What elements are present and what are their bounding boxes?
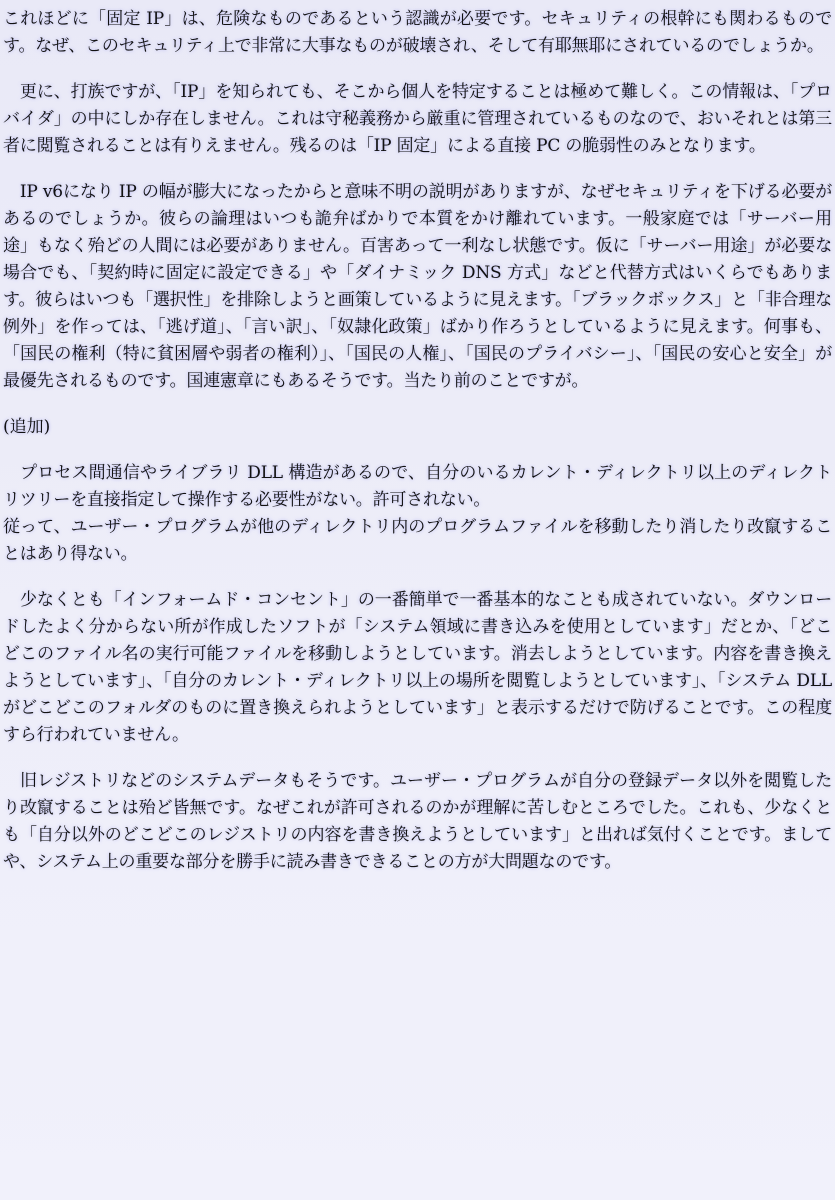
paragraph-ipv6-security: IP v6になり IP の幅が膨大になったからと意味不明の説明がありますが、なぜセキュリティを下げる必要があるのでしょうか。彼らの論理はいつも詭弁ばかりで本質をかけ離れています。一般家庭では「サーバー用途」もなく殆どの人間には必要がありません。百害あって一利なし状態です。仮に「サーバー用途」が必要な場合でも、「契約時に固定に設定できる」や「ダイナミック DNS 方式」などと代替方式はいくらでもあります。彼らはいつも「選択性」を排除しようと画策しているように見えます。「ブラックボックス」と「非合理な例外」を作っては、「逃げ道」、「言い訳」、「奴隷化政策」ばかり作ろうとしているように見えます。何事も、「国民の権利（特に貧困層や弱者の権利）」、「国民の人権」、「国民のプライバシー」、「国民の安心と安全」が最優先されるものです。国連憲章にもあるそうです。当たり前のことですが。 — [3, 182, 832, 391]
paragraph-dll-directory: プロセス間通信やライブラリ DLL 構造があるので、自分のいるカレント・ディレクトリ以上のディレクトリツリーを直接指定して操作する必要性がない。許可されない。 従って、ユーザー・プログラムが他のディレクトリ内のプログラムファイルを移動したり消したり改竄することはあり得ない。 — [3, 463, 832, 564]
addendum-label: (追加) — [3, 417, 51, 437]
paragraph-registry: 旧レジストリなどのシステムデータもそうです。ユーザー・プログラムが自分の登録データ以外を閲覧したり改竄することは殆ど皆無です。なぜこれが許可されるのかが理解に苦しむところでした。これも、少なくとも「自分以外のどこどこのレジストリの内容を書き換えようとしています」と出れば気付くことです。ましてや、システム上の重要な部分を勝手に読み書きできることの方が大問題なのです。 — [3, 771, 832, 872]
paragraph-fixed-ip-danger: これほどに「固定 IP」は、危険なものであるという認識が必要です。セキュリティの根幹にも関わるものです。なぜ、このセキュリティ上で非常に大事なものが破壊され、そして有耶無耶にされているのでしょうか。 — [3, 9, 832, 56]
paragraph-ip-privacy: 更に、打族ですが、「IP」を知られても、そこから個人を特定することは極めて難しく。この情報は、「プロバイダ」の中にしか存在しません。これは守秘義務から厳重に管理されているものなので、おいそれとは第三者に閲覧されることは有りえません。残るのは「IP 固定」による直接 PC の脆弱性のみとなります。 — [3, 82, 832, 156]
paragraph-informed-consent: 少なくとも「インフォームド・コンセント」の一番簡単で一番基本的なことも成されていない。ダウンロードしたよく分からない所が作成したソフトが「システム領域に書き込みを使用としています」だとか、「どこどこのファイル名の実行可能ファイルを移動しようとしています。消去しようとしています。内容を書き換えようとしています」、「自分のカレント・ディレクトリ以上の場所を閲覧しようとしています」、「システム DLL がどこどこのフォルダのものに置き換えられようとしています」と表示するだけで防げることです。この程度すら行われていません。 — [3, 590, 832, 745]
